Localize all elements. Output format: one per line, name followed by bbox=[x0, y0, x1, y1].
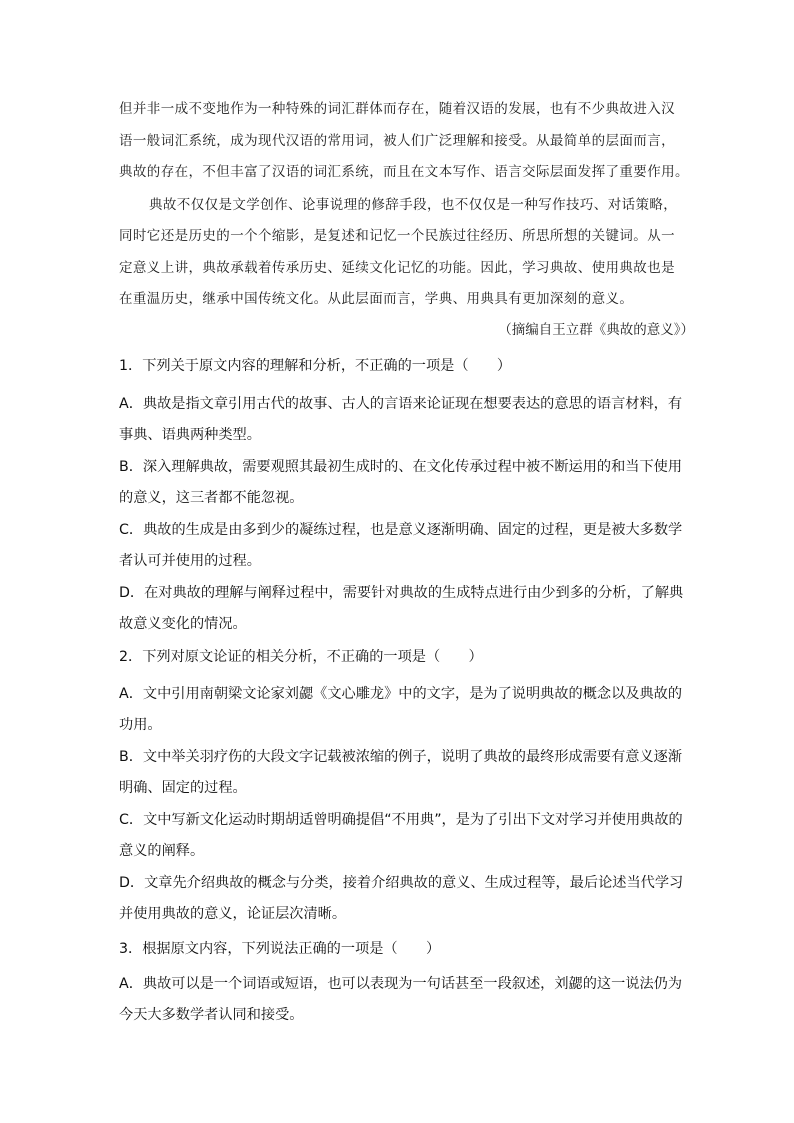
passage-line: 典故的存在，不但丰富了汉语的词汇系统，而且在文本写作、语言交际层面发挥了重要作用。 bbox=[119, 164, 689, 180]
question-option: 意义的阐释。 bbox=[119, 843, 205, 859]
question-option: 故意义变化的情况。 bbox=[119, 616, 247, 632]
question-option: 的意义，这三者都不能忽视。 bbox=[119, 490, 304, 506]
question-stem: 2．下列对原文论证的相关分析，不正确的一项是（ ） bbox=[119, 649, 483, 665]
passage-line: 同时它还是历史的一个个缩影，是复述和记忆一个民族过往经历、所思所想的关键词。从一 bbox=[119, 228, 675, 244]
question-option: A．典故是指文章引用古代的故事、古人的言语来论证现在想要表达的意思的语言材料，有 bbox=[119, 396, 683, 412]
question-option: 并使用典故的意义，论证层次清晰。 bbox=[119, 906, 347, 922]
question-option: C．文中写新文化运动时期胡适曾明确提倡“不用典”，是为了引出下文对学习并使用典故的 bbox=[119, 812, 683, 828]
question-option: 今天大多数学者认同和接受。 bbox=[119, 1007, 304, 1023]
question-option: D．在对典故的理解与阐释过程中，需要针对典故的生成特点进行由少到多的分析，了解典 bbox=[119, 585, 684, 601]
question-option: C．典故的生成是由多到少的凝练过程，也是意义逐渐明确、固定的过程，更是被大多数学 bbox=[119, 522, 683, 538]
passage-line: 定意义上讲，典故承载着传承历史、延续文化记忆的功能。因此，学习典故、使用典故也是 bbox=[119, 260, 675, 276]
question-option: D．文章先介绍典故的概念与分类，接着介绍典故的意义、生成过程等，最后论述当代学习 bbox=[119, 875, 684, 891]
question-option: 明确、固定的过程。 bbox=[119, 780, 247, 796]
question-stem: 3．根据原文内容，下列说法正确的一项是（ ） bbox=[119, 941, 441, 957]
question-stem: 1．下列关于原文内容的理解和分析，不正确的一项是（ ） bbox=[119, 358, 512, 374]
passage-line: 在重温历史，继承中国传统文化。从此层面而言，学典、用典具有更加深刻的意义。 bbox=[119, 291, 634, 307]
question-option: A．典故可以是一个词语或短语，也可以表现为一句话甚至一段叙述，刘勰的这一说法仍为 bbox=[119, 976, 683, 992]
question-option: B．文中举关羽疗伤的大段文字记载被浓缩的例子，说明了典故的最终形成需要有意义逐渐 bbox=[119, 749, 683, 765]
question-option: 功用。 bbox=[119, 717, 162, 733]
passage-line: 典故不仅仅是文学创作、论事说理的修辞手段，也不仅仅是一种写作技巧、对话策略， bbox=[149, 197, 678, 213]
passage-line: 语一般词汇系统，成为现代汉语的常用词，被人们广泛理解和接受。从最简单的层面而言， bbox=[119, 133, 675, 149]
question-option: 者认可并使用的过程。 bbox=[119, 553, 261, 569]
question-option: B．深入理解典故，需要观照其最初生成时的、在文化传承过程中被不断运用的和当下使用 bbox=[119, 459, 683, 475]
passage-line: 但并非一成不变地作为一种特殊的词汇群体而存在，随着汉语的发展，也有不少典故进入汉 bbox=[119, 101, 675, 117]
question-option: 事典、语典两种类型。 bbox=[119, 427, 261, 443]
question-option: A．文中引用南朝梁文论家刘勰《文心雕龙》中的文字，是为了说明典故的概念以及典故的 bbox=[119, 686, 683, 702]
passage-attribution: （摘编自王立群《典故的意义》） bbox=[498, 322, 694, 338]
